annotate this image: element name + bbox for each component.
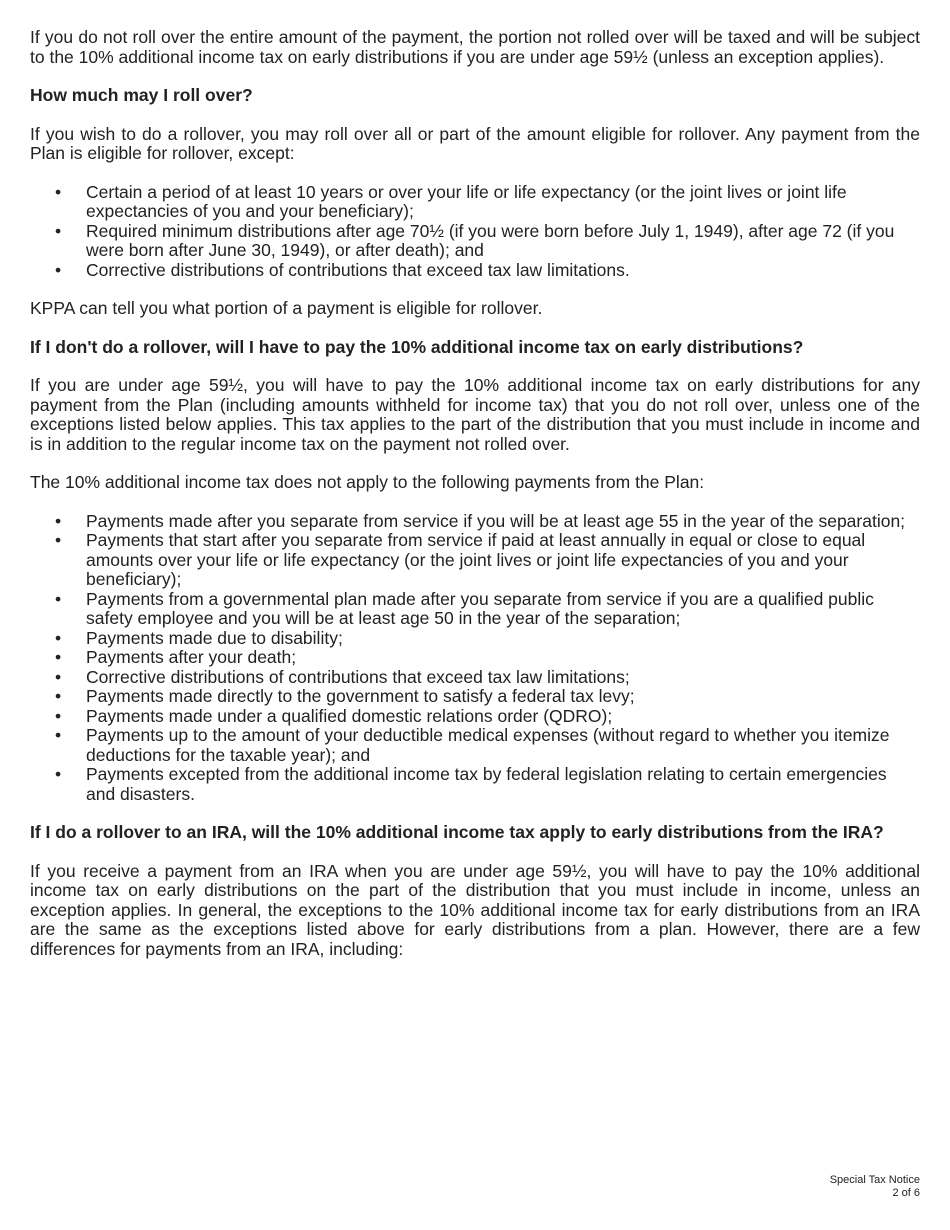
paragraph-under-59: If you are under age 59½, you will have to pay the 10% additional income tax on early distributions for any payment from the Plan (including amounts withheld for income tax) that you do not roll over, unless one of the exceptions listed below applies. This tax applies to the part of the distribution that you must include in income and is in addition to the regular income tax on the payment not rolled over. <box>30 375 920 454</box>
list-item: • Payments made under a qualified domestic relations order (QDRO); <box>55 705 613 726</box>
bullet-marker: • <box>55 666 62 687</box>
bullet-marker: • <box>55 530 62 550</box>
bullet-marker: • <box>55 259 62 280</box>
heading-ira-rollover-tax: If I do a rollover to an IRA, will the 10% additional income tax apply to early distributions from the IRA? <box>30 822 884 842</box>
list-item: • Corrective distributions of contributions that exceed tax law limitations; <box>55 666 630 687</box>
bullet-marker: • <box>55 588 62 609</box>
bullet-marker: • <box>55 220 62 241</box>
paragraph-kppa-portion: KPPA can tell you what portion of a payment is eligible for rollover. <box>30 298 543 318</box>
bullet-marker: • <box>55 181 62 202</box>
list-rollover-exceptions <box>30 183 920 281</box>
list-item: • Payments from a governmental plan made after you separate from service if you are a qualified public safety employee and you will be at least age 50 in the year of the separation; <box>55 588 874 628</box>
footer-page-number: 2 of 6 <box>892 1187 920 1199</box>
list-item: • Payments made directly to the government to satisfy a federal tax levy; <box>55 686 635 706</box>
list-item: • Required minimum distributions after age 70½ (if you were born before July 1, 1949), after age 72 (if you were born after June 30, 1949), or after death); and <box>55 220 895 260</box>
footer-title: Special Tax Notice <box>829 1174 920 1186</box>
bullet-marker: • <box>55 725 62 745</box>
bullet-marker: • <box>55 686 62 706</box>
list-item: • Payments made after you separate from service if you will be at least age 55 in the year of the separation; <box>55 510 906 531</box>
document-page <box>30 28 920 978</box>
paragraph-ira-payment: If you receive a payment from an IRA when you are under age 59½, you will have to pay the 10% additional income tax on early distributions on the part of the distribution that you must include in income, unless an exception applies. In general, the exceptions to the 10% additional income tax for early distributions from an IRA are the same as the exceptions listed above for early distributions from a plan. However, there are a few differences for payments from an IRA, including: <box>30 860 920 959</box>
list-item: • Certain a period of at least 10 years or over your life or life expectancy (or the joint lives or joint life expectancies of you and your beneficiary); <box>55 181 847 221</box>
bullet-marker: • <box>55 647 62 667</box>
page-footer <box>830 1174 920 1200</box>
list-tax-exceptions <box>30 512 920 805</box>
list-item: • Payments after your death; <box>55 647 297 667</box>
paragraph-tax-not-apply: The 10% additional income tax does not apply to the following payments from the Plan: <box>30 472 705 492</box>
list-item: • Payments made due to disability; <box>55 627 343 648</box>
bullet-marker: • <box>55 764 62 784</box>
list-item: • Payments excepted from the additional income tax by federal legislation relating to certain emergencies and disasters. <box>55 764 887 804</box>
paragraph-rollover-eligibility: If you wish to do a rollover, you may roll over all or part of the amount eligible for rollover. Any payment from the Plan is eligible for rollover, except: <box>30 123 920 163</box>
bullet-marker: • <box>55 510 62 531</box>
bullet-marker: • <box>55 627 62 648</box>
list-item: • Payments that start after you separate from service if paid at least annually in equal or close to equal amounts over your life or life expectancy (or the joint lives or joint life expectancies of you and your beneficiary); <box>55 530 866 589</box>
list-item: • Payments up to the amount of your deductible medical expenses (without regard to whether you itemize deductions for the taxable year); and <box>55 725 890 765</box>
bullet-marker: • <box>55 705 62 726</box>
heading-how-much-rollover: How much may I roll over? <box>30 85 253 105</box>
list-item: • Corrective distributions of contributions that exceed tax law limitations. <box>55 259 630 280</box>
paragraph-partial-rollover: If you do not roll over the entire amount of the payment, the portion not rolled over will be taxed and will be subject to the 10% additional income tax on early distributions if you are under age 59½ (unless an exception applies). <box>30 27 920 67</box>
heading-no-rollover-tax: If I don't do a rollover, will I have to pay the 10% additional income tax on early distributions? <box>30 336 804 357</box>
